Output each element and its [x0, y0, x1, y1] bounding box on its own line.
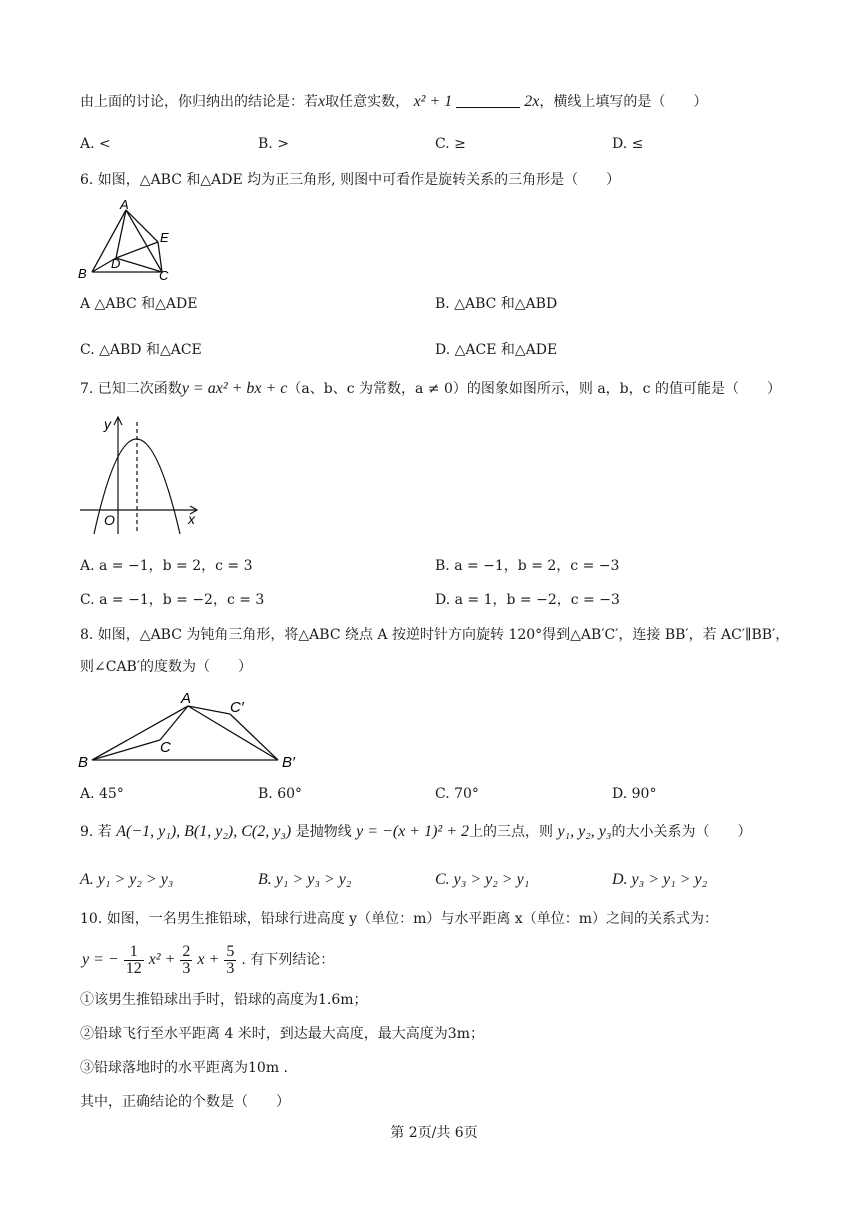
q7-label-o: O — [104, 512, 115, 528]
q7-option-b: B. a = −1，b = 2，c = −3 — [435, 558, 620, 574]
q8-label-c-prime: C′ — [230, 699, 244, 716]
q9-option-b: B. y₁ > y₃ > y₂ — [258, 871, 352, 888]
q8-option-d: D. 90° — [612, 786, 657, 802]
q5-answer-blank — [456, 95, 520, 108]
q8-label-a: A — [181, 690, 192, 707]
q6-option-b: B. △ABC 和△ABD — [435, 296, 558, 312]
q7-stem-b: （a、b、c 为常数，a ≠ 0）的图象如图所示，则 a，b，c 的值可能是（ ） — [287, 381, 781, 397]
q5-var-x: x — [318, 93, 326, 110]
q6-label-c: C — [159, 268, 169, 283]
q7-label-y: y — [104, 416, 111, 432]
q10-formula-lead: y = − — [82, 951, 119, 968]
q7-label-x: x — [188, 511, 195, 527]
q7-function: y = ax² + bx + c — [181, 380, 288, 397]
q8-label-b-prime: B′ — [282, 754, 295, 771]
q8-label-c: C — [160, 739, 171, 756]
q10-frac-3-den: 3 — [226, 959, 235, 977]
q10-frac-1-den: 12 — [125, 959, 142, 977]
q8-edge-ac — [160, 706, 188, 740]
q5-option-c: C. ≥ — [435, 136, 466, 152]
q9-option-d: D. y₃ > y₁ > y₂ — [612, 871, 708, 888]
q9-stem — [80, 822, 751, 842]
q5-option-b: B. > — [258, 136, 289, 152]
q10-formula-tail: . 有下列结论： — [241, 952, 335, 968]
q6-label-a: A — [120, 198, 129, 212]
q8-edge-ab — [92, 706, 188, 760]
q10-formula-mid-1: x² + — [148, 951, 176, 968]
q6-edge-ad — [116, 210, 126, 258]
q8-label-b: B — [78, 754, 89, 771]
q10-frac-2 — [180, 944, 192, 977]
q6-option-d: D. △ACE 和△ADE — [435, 342, 558, 358]
q10-frac-3-num: 5 — [226, 942, 235, 960]
page-footer: 第 2页/共 6页 — [390, 1125, 478, 1141]
q8-stem-line2: 则∠CAB′的度数为（ ） — [80, 659, 253, 675]
q10-conclusion-3: ③铅球落地时的水平距离为10m . — [80, 1060, 288, 1076]
q9-vars: y₁, y₂, y₃ — [557, 823, 612, 840]
q10-formula — [82, 942, 334, 978]
q5-option-a: A. < — [80, 136, 111, 152]
q8-figure — [74, 688, 314, 772]
q9-points: A(−1, y₁), B(1, y₂), C(2, y₃) — [116, 823, 292, 840]
q9-stem-b: 是抛物线 — [295, 824, 352, 840]
q8-option-a: A. 45° — [80, 786, 124, 802]
q6-figure — [74, 198, 184, 284]
q6-option-c: C. △ABD 和△ACE — [80, 342, 202, 358]
q6-label-b: B — [78, 266, 87, 281]
q10-ask: 其中，正确结论的个数是（ ） — [80, 1094, 290, 1110]
q6-label-d: D — [111, 256, 121, 271]
q5-option-d: D. ≤ — [612, 136, 644, 152]
q9-parabola: y = −(x + 1)² + 2 — [356, 823, 469, 840]
q8-option-c: C. 70° — [435, 786, 479, 802]
q9-stem-d: 的大小关系为（ ） — [611, 824, 752, 840]
q10-stem: 10. 如图，一名男生推铅球，铅球行进高度 y（单位：m）与水平距离 x（单位：m）之间的关系式为： — [80, 911, 718, 927]
q6-stem: 6. 如图，△ABC 和△ADE 均为正三角形, 则图中可看作是旋转关系的三角形是（ ） — [80, 172, 621, 188]
q9-option-c: C. y₃ > y₂ > y₁ — [435, 871, 530, 888]
q10-frac-2-den: 3 — [182, 959, 191, 977]
q7-stem-a: 7. 已知二次函数 — [80, 381, 182, 397]
q9-stem-a: 9. 若 — [80, 824, 112, 840]
q9-stem-c: 上的三点，则 — [469, 824, 553, 840]
q7-option-d: D. a = 1，b = −2，c = −3 — [435, 592, 620, 608]
q10-formula-mid-2: x + — [197, 951, 220, 968]
q5-expr-left: x² + 1 — [413, 93, 453, 110]
q10-frac-1-num: 1 — [124, 944, 144, 961]
q5-stem-a: 由上面的讨论，你归纳出的结论是：若 — [80, 94, 318, 110]
q10-conclusion-2: ②铅球飞行至水平距离 4 米时，到达最大高度，最大高度为3m； — [80, 1026, 484, 1042]
q5-stem-b: 取任意实数， — [325, 94, 410, 110]
q5-stem — [80, 92, 707, 112]
q7-option-a: A. a = −1，b = 2，c = 3 — [80, 558, 253, 574]
q8-stem-line1: 8. 如图，△ABC 为钝角三角形，将△ABC 绕点 A 按逆时针方向旋转 120°得到△AB′C′，连接 BB′，若 AC′∥BB′， — [80, 627, 790, 643]
q10-frac-2-num: 2 — [182, 942, 191, 960]
q7-stem — [80, 379, 781, 399]
q8-edge-c-prime-b-prime — [230, 714, 278, 760]
q5-stem-c: ，横线上填写的是（ ） — [539, 94, 708, 110]
q8-edge-bc — [92, 740, 160, 760]
q7-option-c: C. a = −1，b = −2，c = 3 — [80, 592, 265, 608]
q6-edge-de — [116, 242, 158, 258]
q5-expr-right: 2x — [524, 93, 540, 110]
q10-frac-3 — [224, 944, 236, 977]
q6-label-e: E — [160, 230, 169, 245]
q8-option-b: B. 60° — [258, 786, 303, 802]
q7-graph — [78, 412, 208, 536]
q6-option-a: A △ABC 和△ADE — [80, 296, 198, 312]
q10-conclusion-1: ①该男生推铅球出手时，铅球的高度为1.6m； — [80, 992, 368, 1008]
q10-frac-1 — [124, 944, 144, 977]
q9-option-a: A. y₁ > y₂ > y₃ — [80, 871, 174, 888]
